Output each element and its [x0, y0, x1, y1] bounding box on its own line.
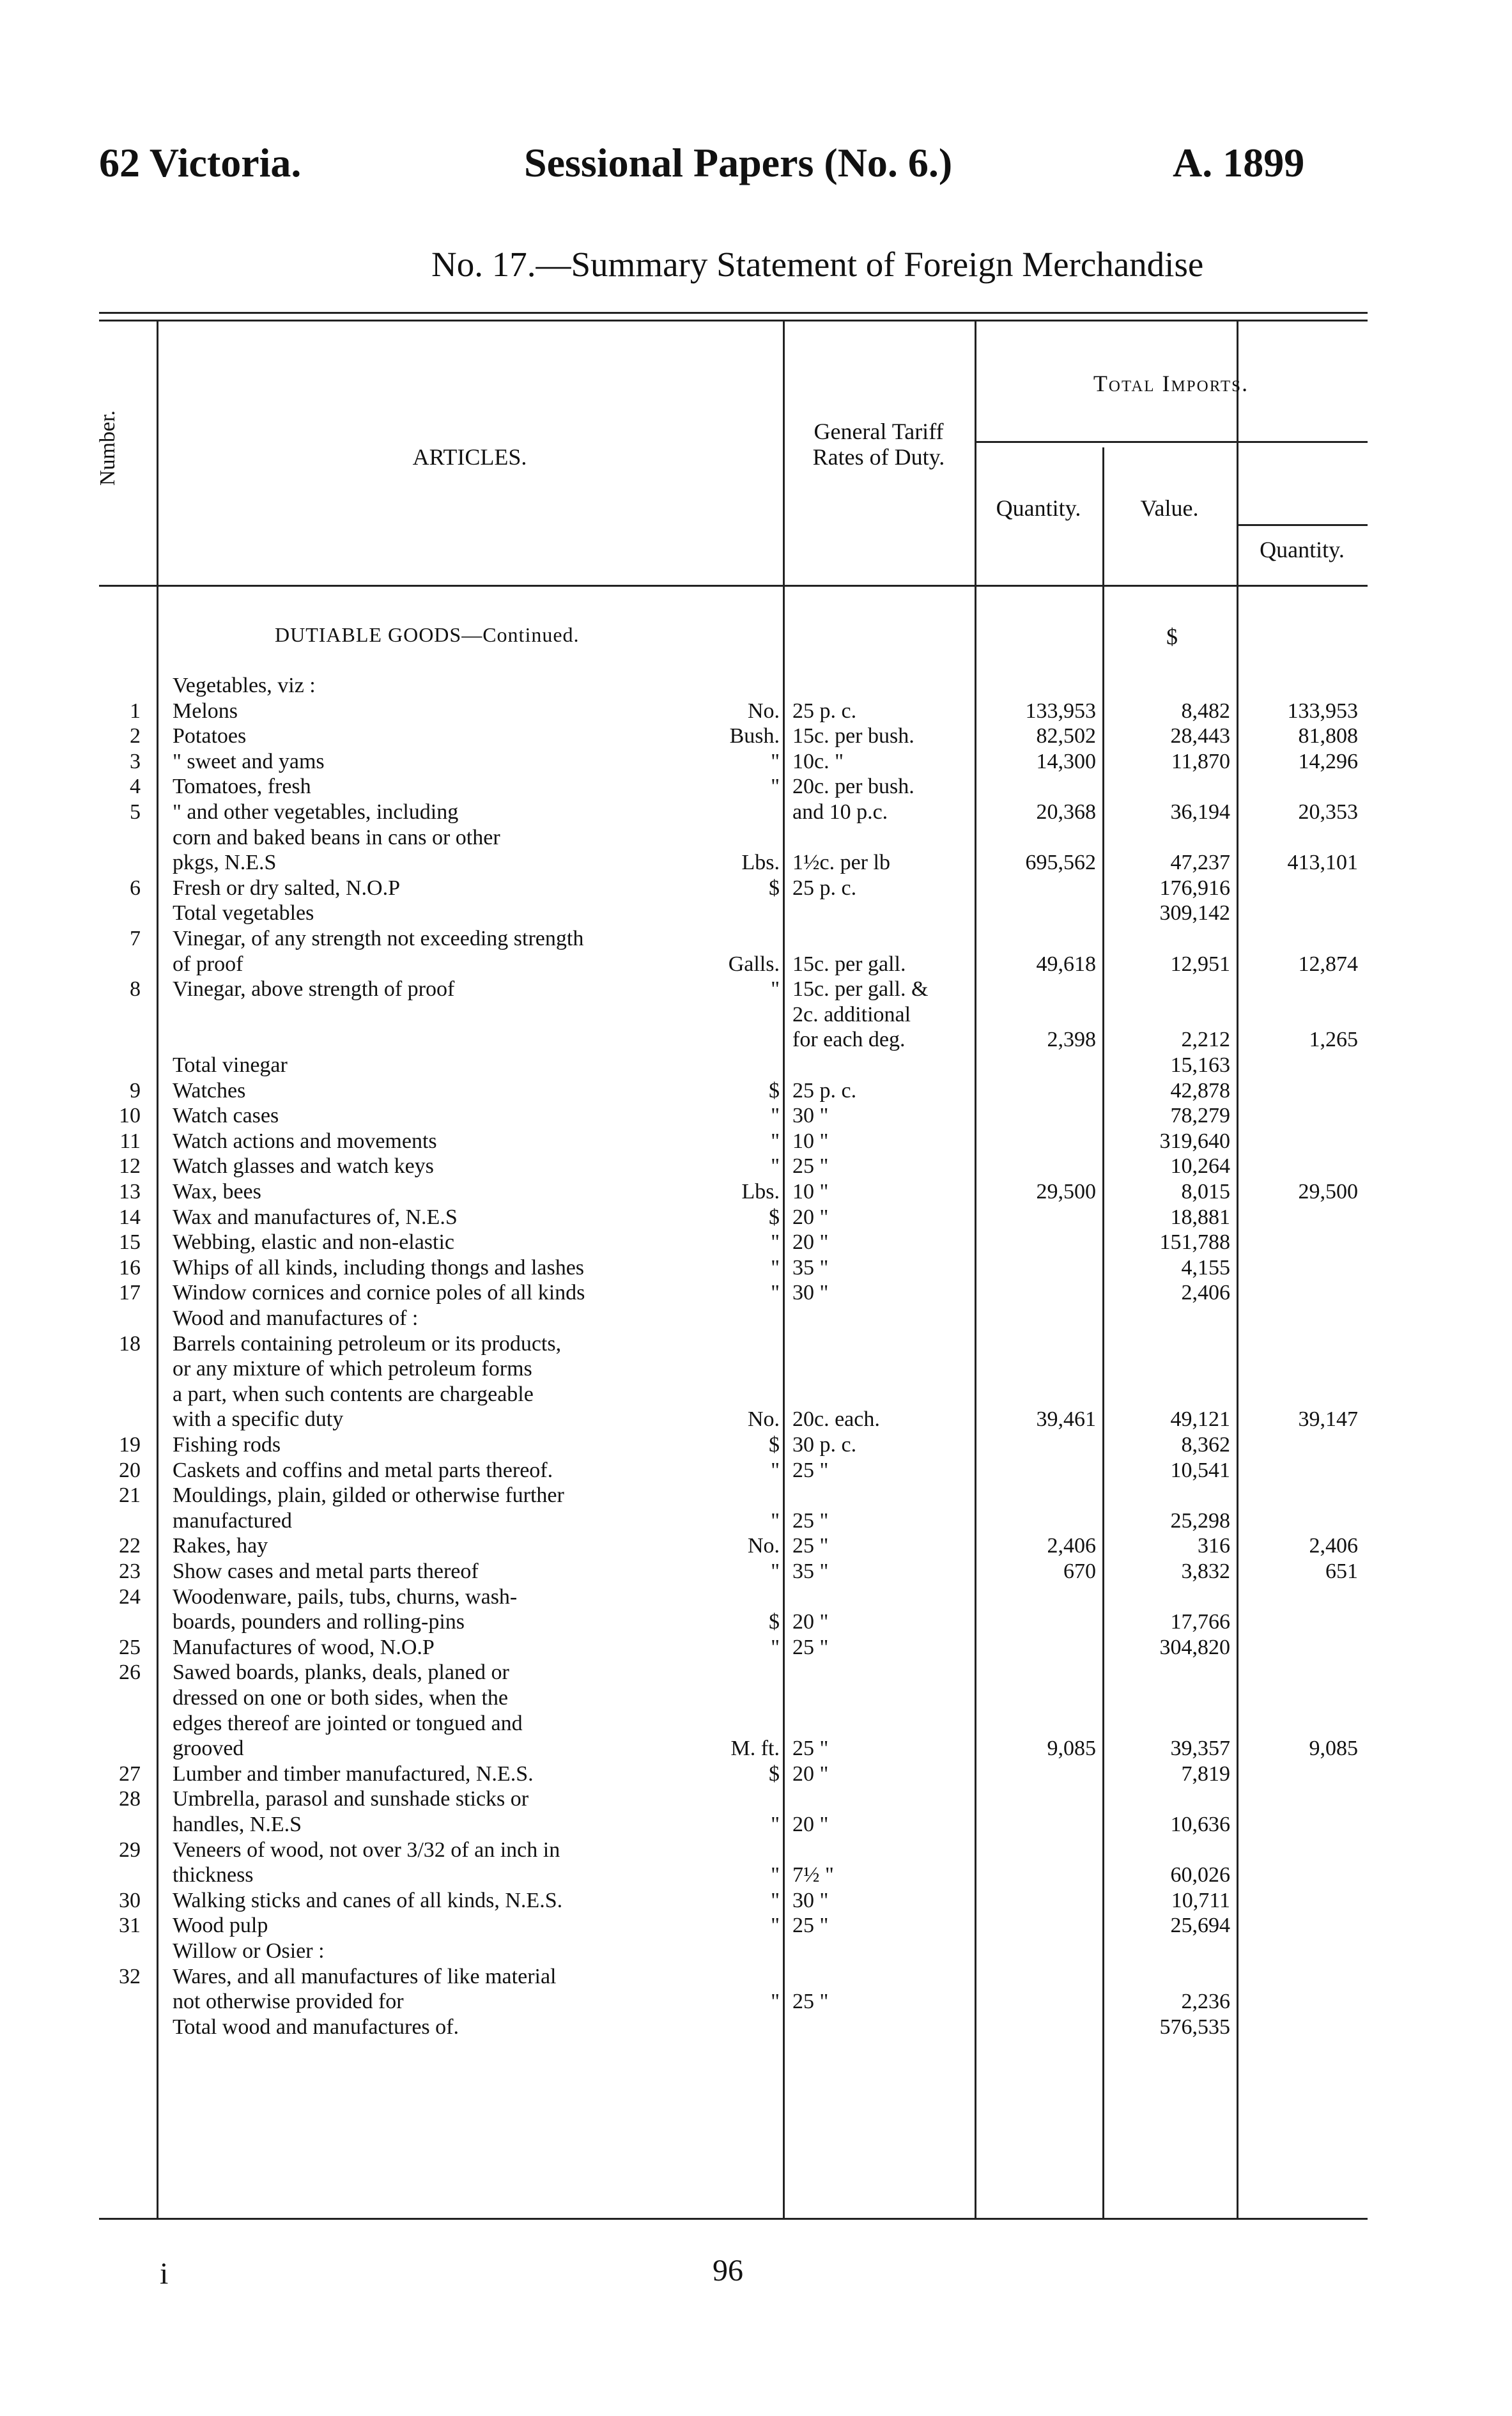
row-unit: Lbs.	[741, 851, 780, 875]
row-article: Umbrella, parasol and sunshade sticks or	[173, 1787, 529, 1811]
row-article: Watches	[173, 1078, 246, 1103]
row-unit: Galls.	[728, 952, 780, 976]
row-value: 28,443	[1170, 724, 1230, 748]
row-rate: 30 p. c.	[792, 1433, 857, 1457]
row-article: Melons	[173, 699, 238, 723]
row-article: grooved	[173, 1737, 244, 1761]
row-number: 28	[119, 1787, 141, 1811]
row-article: Total vegetables	[173, 901, 314, 925]
row-article: Mouldings, plain, gilded or otherwise further	[173, 1483, 564, 1508]
row-rate: 25 "	[792, 1914, 829, 1938]
row-article: Tomatoes, fresh	[173, 775, 311, 799]
row-unit: "	[771, 1230, 780, 1255]
row-value: 36,194	[1170, 800, 1230, 824]
row-value: 25,694	[1170, 1914, 1230, 1938]
section-title: DUTIABLE GOODS—Continued.	[275, 623, 580, 646]
row-number: 10	[119, 1104, 141, 1128]
row-value: 151,788	[1159, 1230, 1230, 1255]
row-article: Vinegar, above strength of proof	[173, 977, 455, 1002]
row-number: 22	[119, 1534, 141, 1558]
header-left: 62 Victoria.	[99, 140, 302, 185]
row-number: 20	[119, 1458, 141, 1482]
row-rate: 10 "	[792, 1129, 829, 1153]
row-quantity: 670	[1063, 1560, 1096, 1583]
row-number: 24	[119, 1584, 141, 1609]
row-rate: 7½ "	[792, 1863, 834, 1887]
row-unit: $	[769, 1762, 780, 1786]
row-rate: 30 "	[792, 1888, 829, 1912]
row-number: 11	[120, 1129, 141, 1153]
row-number: 5	[130, 800, 141, 824]
row-value: 10,541	[1170, 1458, 1230, 1482]
row-value: 8,015	[1181, 1180, 1230, 1204]
row-unit: No.	[747, 1534, 780, 1558]
row-number: 3	[130, 749, 141, 773]
row-number: 7	[130, 927, 141, 950]
row-unit: $	[769, 1078, 780, 1103]
row-article: Wood pulp	[173, 1914, 268, 1938]
row-value: 316	[1198, 1534, 1230, 1558]
row-unit: "	[771, 775, 780, 799]
row-number: 2	[130, 724, 141, 748]
row-number: 18	[119, 1331, 141, 1356]
row-article: Show cases and metal parts thereof	[173, 1560, 479, 1583]
row-value: 4,155	[1181, 1255, 1230, 1280]
row-unit: Lbs.	[741, 1180, 780, 1204]
row-value: 2,406	[1181, 1281, 1230, 1305]
row-number: 17	[119, 1281, 141, 1305]
row-number: 9	[130, 1078, 141, 1103]
row-article: with a specific duty	[173, 1407, 344, 1432]
row-unit: "	[771, 1281, 780, 1305]
dollar-sign: $	[1166, 624, 1178, 649]
row-rate: 25 p. c.	[792, 699, 857, 723]
row-quantity: 695,562	[1025, 851, 1096, 875]
row-value: 8,482	[1181, 699, 1230, 723]
row-article: Fresh or dry salted, N.O.P	[173, 876, 401, 900]
row-rate: 20 "	[792, 1762, 829, 1786]
rule-header-bottom	[99, 585, 1368, 587]
row-number: 26	[119, 1661, 141, 1685]
row-number: 13	[119, 1180, 141, 1204]
col-rule-1	[157, 320, 158, 2218]
row-rate: 25 "	[792, 1534, 829, 1558]
row-unit: "	[771, 1255, 780, 1280]
row-number: 19	[119, 1433, 141, 1457]
row-article: " sweet and yams	[173, 749, 325, 773]
row-article: " and other vegetables, including	[173, 800, 459, 824]
row-article: Potatoes	[173, 724, 247, 748]
row-article: Webbing, elastic and non-elastic	[173, 1230, 455, 1255]
row-article: Vinegar, of any strength not exceeding strength	[173, 927, 584, 950]
row-article: Wax, bees	[173, 1180, 261, 1204]
row-value: 15,163	[1170, 1053, 1230, 1077]
row-article: corn and baked beans in cans or other	[173, 825, 500, 849]
row-quantity: 82,502	[1036, 724, 1096, 748]
rule-top-2	[99, 320, 1368, 321]
row-unit: $	[769, 1433, 780, 1457]
row-quantity-2: 9,085	[1309, 1737, 1358, 1761]
row-article: manufactured	[173, 1508, 292, 1533]
col-header-rates: General Tariff Rates of Duty.	[812, 419, 945, 470]
row-article: Total vinegar	[173, 1053, 288, 1077]
col-rule-4	[1102, 447, 1104, 2218]
row-value: 25,298	[1170, 1508, 1230, 1533]
row-article: dressed on one or both sides, when the	[173, 1686, 509, 1710]
row-number: 21	[119, 1483, 141, 1508]
row-quantity: 133,953	[1025, 699, 1096, 723]
row-unit: $	[769, 1205, 780, 1229]
row-quantity: 2,398	[1047, 1028, 1096, 1052]
footer-mark: i	[160, 2257, 169, 2291]
row-value: 10,636	[1170, 1813, 1230, 1836]
row-value: 60,026	[1170, 1863, 1230, 1887]
table-title: No. 17.—Summary Statement of Foreign Merchandise	[431, 245, 1204, 284]
row-unit: "	[771, 1635, 780, 1659]
row-unit: $	[769, 1610, 780, 1634]
row-quantity-2: 1,265	[1309, 1028, 1358, 1052]
row-rate: 10c. "	[792, 749, 844, 773]
row-rate: 25 "	[792, 1508, 829, 1533]
row-unit: Bush.	[729, 724, 780, 748]
row-unit: "	[771, 1888, 780, 1912]
row-unit: "	[771, 1508, 780, 1533]
row-rate: 10 "	[792, 1180, 829, 1204]
row-article: Wax and manufactures of, N.E.S	[173, 1205, 458, 1229]
row-value: 176,916	[1159, 876, 1230, 900]
row-rate: 15c. per gall. &	[792, 977, 929, 1002]
row-rate: 15c. per gall.	[792, 952, 906, 976]
row-article: edges thereof are jointed or tongued and	[173, 1711, 523, 1735]
row-quantity-2: 651	[1325, 1560, 1358, 1583]
page-number: 96	[713, 2254, 743, 2288]
row-value: 11,870	[1171, 749, 1230, 773]
row-number: 27	[119, 1762, 141, 1786]
row-article: Watch cases	[173, 1104, 279, 1128]
header-right: A. 1899	[1173, 140, 1305, 185]
row-rate: 20 "	[792, 1205, 829, 1229]
row-quantity: 2,406	[1047, 1534, 1096, 1558]
row-quantity-2: 20,353	[1298, 800, 1358, 824]
row-rate: 25 "	[792, 1737, 829, 1761]
row-rate: 30 "	[792, 1281, 829, 1305]
row-article: Fishing rods	[173, 1433, 281, 1457]
row-value: 42,878	[1170, 1078, 1230, 1103]
row-quantity: 20,368	[1036, 800, 1096, 824]
row-rate: 20c. each.	[792, 1407, 880, 1432]
row-value: 309,142	[1159, 901, 1230, 925]
col-rule-2	[783, 320, 785, 2218]
row-article: Veneers of wood, not over 3/32 of an inch in	[173, 1838, 560, 1862]
row-value: 10,264	[1170, 1154, 1230, 1179]
row-unit: "	[771, 1104, 780, 1128]
row-rate: 30 "	[792, 1104, 829, 1128]
row-quantity-2: 12,874	[1298, 952, 1358, 976]
row-article: Walking sticks and canes of all kinds, N.E.S.	[173, 1888, 563, 1912]
row-rate: 20 "	[792, 1813, 829, 1836]
row-article: Vegetables, viz :	[173, 674, 316, 697]
row-quantity-2: 2,406	[1309, 1534, 1358, 1558]
row-rate: 25 "	[792, 1990, 829, 2014]
row-value: 3,832	[1181, 1560, 1230, 1583]
row-unit: "	[771, 1914, 780, 1938]
col-header-quantity-2: Quantity.	[1260, 537, 1345, 562]
row-rate: 25 p. c.	[792, 876, 857, 900]
row-unit: No.	[747, 1407, 780, 1432]
row-value: 47,237	[1170, 851, 1230, 875]
row-article: boards, pounders and rolling-pins	[173, 1610, 465, 1634]
row-quantity-2: 413,101	[1287, 851, 1358, 875]
row-rate: 25 "	[792, 1154, 829, 1179]
row-article: thickness	[173, 1863, 254, 1887]
row-rate: and 10 p.c.	[792, 800, 888, 824]
row-article: Lumber and timber manufactured, N.E.S.	[173, 1762, 534, 1786]
row-value: 49,121	[1170, 1407, 1230, 1432]
row-value: 78,279	[1170, 1104, 1230, 1128]
row-number: 31	[119, 1914, 141, 1938]
row-value: 17,766	[1170, 1610, 1230, 1634]
row-number: 8	[130, 977, 141, 1002]
row-unit: "	[771, 1129, 780, 1153]
row-quantity-2: 29,500	[1298, 1180, 1358, 1204]
row-unit: "	[771, 1813, 780, 1836]
row-number: 15	[119, 1230, 141, 1255]
col-header-total-imports: Total Imports.	[1093, 371, 1249, 396]
row-value: 2,212	[1181, 1028, 1230, 1052]
row-number: 1	[130, 699, 141, 723]
header-center: Sessional Papers (No. 6.)	[524, 140, 953, 185]
row-unit: No.	[747, 699, 780, 723]
row-rate: 1½c. per lb	[792, 851, 890, 875]
row-rate: 20 "	[792, 1610, 829, 1634]
row-number: 14	[119, 1205, 141, 1229]
row-article: Wares, and all manufactures of like material	[173, 1964, 557, 1988]
row-rate: 35 "	[792, 1255, 829, 1280]
rule-imports	[975, 441, 1368, 443]
row-article: Wood and manufactures of :	[173, 1306, 419, 1330]
row-value: 8,362	[1181, 1433, 1230, 1457]
col-rule-5	[1237, 320, 1238, 2218]
row-unit: "	[771, 977, 780, 1002]
row-value: 2,236	[1181, 1990, 1230, 2014]
row-value: 39,357	[1170, 1737, 1230, 1761]
row-number: 6	[130, 876, 141, 900]
row-unit: "	[771, 1560, 780, 1583]
row-article: handles, N.E.S	[173, 1813, 302, 1836]
row-quantity-2: 39,147	[1298, 1407, 1358, 1432]
row-quantity: 9,085	[1047, 1737, 1096, 1761]
rule-q2	[1237, 524, 1368, 526]
row-article: Barrels containing petroleum or its products,	[173, 1331, 562, 1356]
row-unit: "	[771, 1863, 780, 1887]
row-value: 18,881	[1170, 1205, 1230, 1229]
row-rate: for each deg.	[792, 1028, 906, 1052]
row-article: pkgs, N.E.S	[173, 851, 277, 875]
row-article: Window cornices and cornice poles of all kinds	[173, 1281, 585, 1305]
row-quantity-2: 14,296	[1298, 749, 1358, 773]
col-header-number: Number.	[96, 410, 120, 486]
row-rate: 25 "	[792, 1458, 829, 1482]
row-rate: 15c. per bush.	[792, 724, 914, 748]
row-article: Caskets and coffins and metal parts thereof.	[173, 1458, 553, 1482]
row-number: 12	[119, 1154, 141, 1179]
row-rate: 35 "	[792, 1560, 829, 1583]
row-unit: M. ft.	[730, 1737, 780, 1761]
row-article: of proof	[173, 952, 243, 976]
row-article: Watch glasses and watch keys	[173, 1154, 434, 1179]
row-article: Whips of all kinds, including thongs and lashes	[173, 1255, 585, 1280]
row-article: Woodenware, pails, tubs, churns, wash-	[173, 1584, 518, 1609]
row-article: a part, when such contents are chargeable	[173, 1382, 534, 1406]
row-unit: "	[771, 1990, 780, 2014]
row-value: 576,535	[1159, 2015, 1230, 2039]
row-unit: "	[771, 1154, 780, 1179]
row-quantity: 14,300	[1036, 749, 1096, 773]
row-value: 12,951	[1170, 952, 1230, 976]
row-number: 25	[119, 1635, 141, 1659]
row-rate: 20c. per bush.	[792, 775, 914, 799]
row-article: Rakes, hay	[173, 1534, 268, 1558]
row-quantity: 49,618	[1036, 952, 1096, 976]
row-number: 29	[119, 1838, 141, 1862]
row-quantity-2: 81,808	[1298, 724, 1358, 748]
col-header-value: Value.	[1140, 495, 1199, 521]
row-value: 7,819	[1181, 1762, 1230, 1786]
row-value: 304,820	[1159, 1635, 1230, 1659]
row-article: Watch actions and movements	[173, 1129, 437, 1153]
row-number: 32	[119, 1964, 141, 1988]
row-rate: 20 "	[792, 1230, 829, 1255]
row-article: not otherwise provided for	[173, 1990, 404, 2014]
row-article: Total wood and manufactures of.	[173, 2015, 459, 2039]
col-header-articles: ARTICLES.	[412, 444, 527, 470]
row-number: 23	[119, 1560, 141, 1583]
row-number: 16	[119, 1255, 141, 1280]
row-value: 10,711	[1171, 1888, 1230, 1912]
row-article: Manufactures of wood, N.O.P	[173, 1635, 435, 1659]
row-article: or any mixture of which petroleum forms	[173, 1357, 532, 1381]
row-rate: 2c. additional	[792, 1002, 911, 1026]
row-quantity: 29,500	[1036, 1180, 1096, 1204]
row-unit: "	[771, 1458, 780, 1482]
row-article: Willow or Osier :	[173, 1939, 325, 1963]
row-unit: "	[771, 749, 780, 773]
row-value: 319,640	[1159, 1129, 1230, 1153]
row-quantity: 39,461	[1036, 1407, 1096, 1432]
row-unit: $	[769, 876, 780, 900]
col-rule-3	[975, 320, 976, 2218]
rule-bottom	[99, 2218, 1368, 2220]
col-header-quantity: Quantity.	[996, 495, 1081, 521]
row-number: 30	[119, 1888, 141, 1912]
row-quantity-2: 133,953	[1287, 699, 1358, 723]
row-number: 4	[130, 775, 141, 799]
rule-top	[99, 312, 1368, 314]
row-article: Sawed boards, planks, deals, planed or	[173, 1661, 509, 1685]
row-rate: 25 p. c.	[792, 1078, 857, 1103]
row-rate: 25 "	[792, 1635, 829, 1659]
